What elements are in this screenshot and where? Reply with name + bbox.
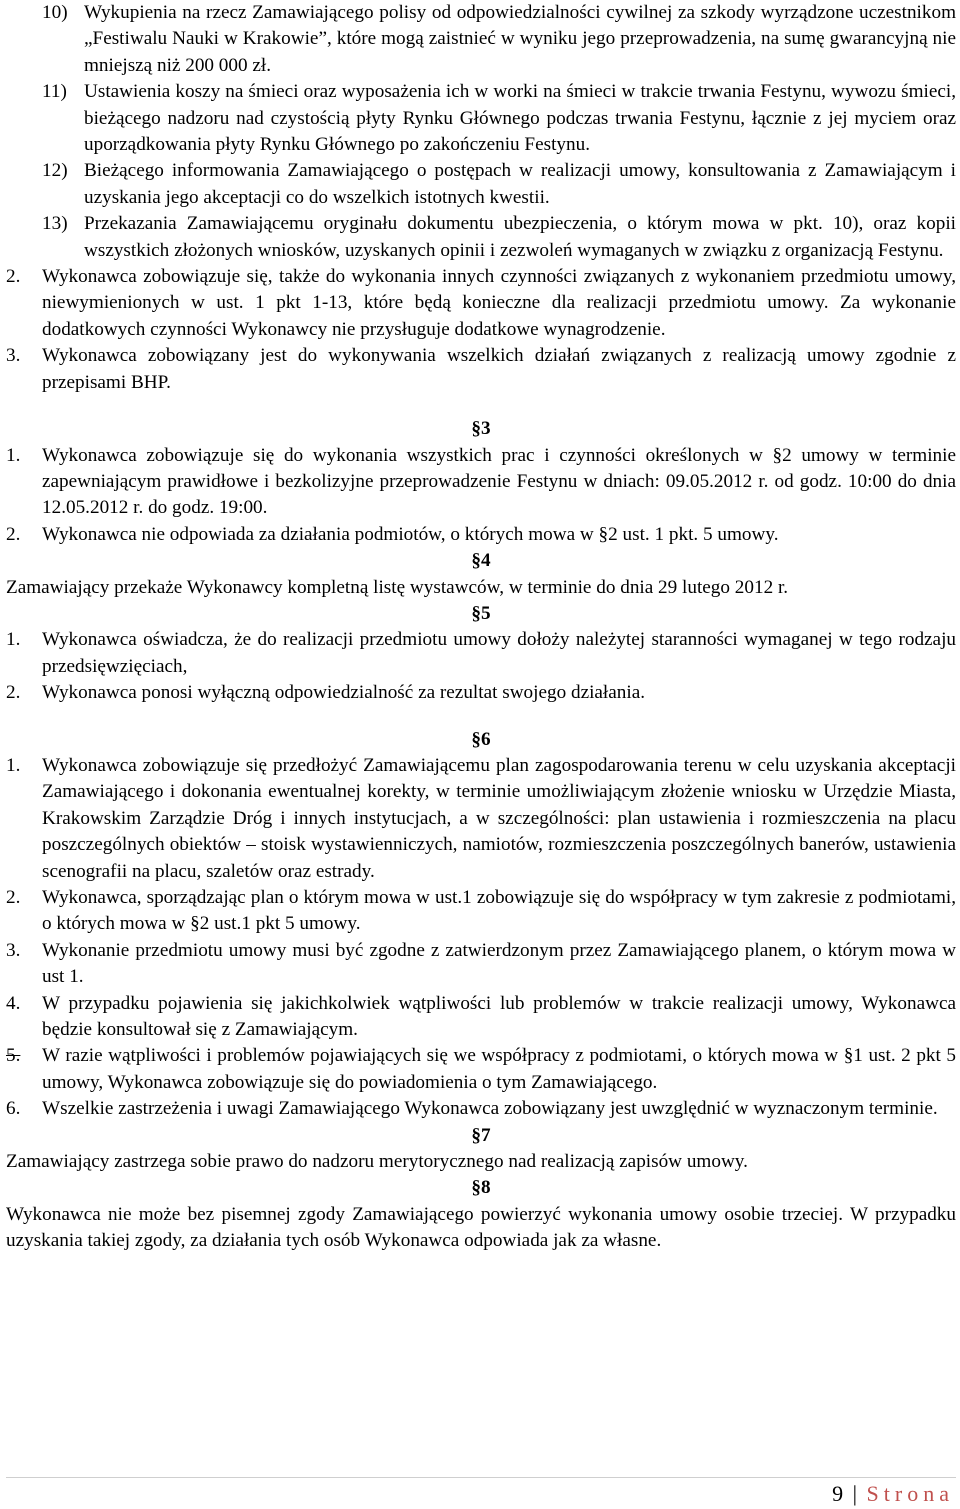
list-item — [6, 991, 956, 1044]
item-number: 11) — [42, 81, 67, 103]
item-text: Wykonanie przedmiotu umowy musi być zgodne z zatwierdzonym przez Zamawiającego planem, o którym mowa w ust 1. — [42, 939, 956, 988]
item-number: 12) — [42, 160, 68, 182]
item-text: Ustawienia koszy na śmieci oraz wyposażenia ich w worki na śmieci w trakcie trwania Festynu, wywozu śmieci, bieżącego nadzoru nad czystością płyty Rynku Głównego podczas trwania Festynu, łącznie z jej myciem oraz uporządkowania płyty Rynku Głównego po zakończeniu Festynu. — [84, 81, 956, 156]
section-heading: §8 — [471, 1177, 491, 1199]
list-item — [6, 753, 956, 885]
list-item — [6, 885, 956, 938]
item-text: Wykonawca ponosi wyłączną odpowiedzialność za rezultat swojego działania. — [42, 682, 646, 704]
document-body — [6, 0, 956, 1255]
list-item — [6, 938, 956, 991]
item-number: 2. — [6, 266, 21, 288]
page-number: 9 — [832, 1481, 844, 1506]
item-number: 1. — [6, 629, 21, 651]
item-number: 2. — [6, 887, 21, 908]
item-text: Wykupienia na rzecz Zamawiającego polisy od odpowiedzialności cywilnej za szkody wyrządzone uczestnikom „Festiwalu Nauki w Krakowie”, które mogą zaistnieć w wyniku jego przeprowadzenia, na sumę gwarancyjną nie mniejszą niż 200 000 zł. — [84, 2, 956, 76]
item-text: Wykonawca zobowiązuje się przedłożyć Zamawiającemu plan zagospodarowania terenu w celu uzyskania akceptacji Zamawiającego i dokonania ewentualnej korekty, w terminie umożliwiającym złożenie wniosku w Urzędzie Miasta, Krakowskim Zarządzie Dróg i innych instytucjach, a w szczególności: plan ustawienia i rozmieszczenia na placu poszczególnych obiektów – stoisk wystawienniczych, namiotów, rozmieszczenia poszczególnych banerów, ustawienia scenografii na placu, szaletów oraz estrady. — [42, 754, 956, 882]
item-number: 13) — [42, 213, 68, 235]
item-text: Wykonawca nie odpowiada za działania podmiotów, o których mowa w §2 ust. 1 pkt. 5 umowy. — [42, 523, 779, 545]
item-text: Wykonawca zobowiązany jest do wykonywania wszelkich działań związanych z realizacją umowy zgodnie z przepisami BHP. — [42, 345, 956, 393]
section-heading: §7 — [471, 1124, 491, 1146]
item-text: W razie wątpliwości i problemów pojawiających się we współpracy z podmiotami, o których mowa w §1 ust. 2 pkt 5 umowy, Wykonawca zobowiązuje się do powiadomienia o tym Zamawiającego. — [42, 1045, 956, 1093]
list-item — [6, 627, 956, 680]
item-number: 5. — [6, 1045, 21, 1067]
list-item — [6, 264, 956, 343]
item-number: 10) — [42, 2, 68, 23]
page-footer — [832, 1480, 954, 1508]
item-number: 3. — [6, 939, 21, 961]
item-text: Przekazania Zamawiającemu oryginału dokumentu ubezpieczenia, o którym mowa w pkt. 10), oraz kopii wszystkich złożonych wniosków, uzyskanych opinii i zezwoleń wymaganych w związku z organizacją Festynu. — [84, 213, 956, 261]
list-item — [42, 158, 956, 211]
list-item — [42, 79, 956, 158]
list-item — [6, 1096, 956, 1122]
item-text: Wykonawca, sporządzając plan o którym mowa w ust.1 zobowiązuje się do współpracy w tym zakresie z podmiotami, o których mowa w §2 ust.1 pkt 5 umowy. — [42, 887, 956, 935]
item-text: Wszelkie zastrzeżenia i uwagi Zamawiającego Wykonawca zobowiązany jest uwzględnić w wyznaczonym terminie. — [42, 1098, 938, 1120]
section-heading: §6 — [471, 728, 491, 750]
list-item — [42, 211, 956, 264]
item-number: 2. — [6, 523, 21, 545]
page-label: Strona — [866, 1481, 954, 1506]
item-number: 3. — [6, 345, 21, 367]
item-text: Wykonawca zobowiązuje się do wykonania wszystkich prac i czynności określonych w §2 umowy w terminie zapewniającym prawidłowe i bezkolizyjne przeprowadzenie Festynu w dniach: 09.05.2012 r. od godz. 10:00 do dnia 12.05.2012 r. do godz. 19:00. — [42, 444, 956, 519]
item-number: 1. — [6, 754, 21, 776]
item-text: W przypadku pojawienia się jakichkolwiek wątpliwości lub problemów w trakcie realizacji umowy, Wykonawca będzie konsultował się z Zamawiającym. — [42, 992, 956, 1041]
footer-separator: | — [852, 1481, 858, 1506]
item-text: Wykonawca zobowiązuje się, także do wykonania innych czynności związanych z wykonaniem przedmiotu umowy, niewymienionych w ust. 1 pkt 1-13, które będą konieczne dla realizacji przedmiotu umowy. Za wykonanie dodatkowych czynności Wykonawcy nie przysługuje dodatkowe wynagrodzenie. — [42, 266, 956, 340]
footer-divider — [6, 1477, 956, 1478]
section-paragraph: Wykonawca nie może bez pisemnej zgody Zamawiającego powierzyć wykonania umowy osobie trzeciej. W przypadku uzyskania takiej zgody, za działania tych osób Wykonawca odpowiada jak za własne. — [6, 1203, 956, 1252]
section-paragraph: Zamawiający przekaże Wykonawcy kompletną listę wystawców, w terminie do dnia 29 lutego 2012 r. — [6, 576, 789, 598]
section-heading: §4 — [471, 550, 491, 572]
item-text: Bieżącego informowania Zamawiającego o postępach w realizacji umowy, konsultowania z Zamawiającym i uzyskania jego akceptacji co do wszelkich istotnych kwestii. — [84, 160, 956, 208]
list-item — [6, 522, 956, 548]
item-number: 6. — [6, 1098, 21, 1120]
item-text: Wykonawca oświadcza, że do realizacji przedmiotu umowy dołoży należytej staranności wymaganej w tego rodzaju przedsięwzięciach, — [42, 629, 956, 677]
list-item — [6, 1043, 956, 1096]
section-paragraph: Zamawiający zastrzega sobie prawo do nadzoru merytorycznego nad realizacją zapisów umowy. — [6, 1151, 748, 1173]
section-heading: §5 — [471, 602, 491, 624]
item-number: 1. — [6, 444, 21, 466]
item-number: 2. — [6, 682, 21, 704]
list-item — [6, 343, 956, 396]
section-heading: §3 — [471, 418, 491, 440]
list-item — [42, 0, 956, 79]
list-item — [6, 680, 956, 706]
list-item — [6, 443, 956, 522]
item-number: 4. — [6, 992, 21, 1014]
